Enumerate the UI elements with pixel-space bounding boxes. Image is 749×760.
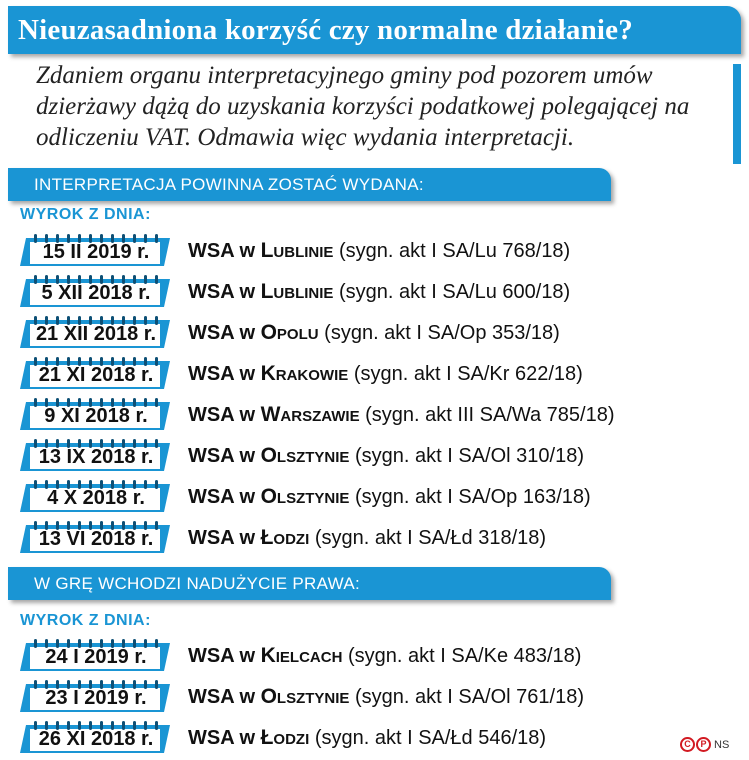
court-city: Łodzi	[260, 526, 310, 549]
court-city: Warszawie	[260, 403, 360, 426]
case-signature: (sygn. akt I SA/Op 163/18)	[349, 486, 591, 508]
court-prefix: WSA w	[188, 686, 261, 708]
judgment-date: 5 XII 2018 r.	[41, 282, 151, 304]
case-signature: (sygn. akt I SA/Lu 768/18)	[333, 240, 571, 262]
judgment-date: 9 XI 2018 r.	[44, 405, 148, 427]
judgment-date: 4 X 2018 r.	[47, 487, 145, 509]
court-prefix: WSA w	[188, 240, 261, 262]
lead-paragraph: Zdaniem organu interpretacyjnego gminy pod pozorem umów dzierżawy dążą do uzyskania korzyści podatkowej polegającej na odliczeniu VAT. Odmawia więc wydania interpretacji.	[36, 62, 690, 151]
court-prefix: WSA w	[188, 281, 261, 303]
court-reference	[188, 641, 581, 671]
calendar-date-tag	[20, 316, 170, 348]
case-signature: (sygn. akt I SA/Łd 318/18)	[309, 527, 547, 549]
case-signature: (sygn. akt I SA/Lu 600/18)	[333, 281, 571, 303]
case-signature: (sygn. akt I SA/Kr 622/18)	[348, 363, 583, 385]
court-prefix: WSA w	[188, 527, 261, 549]
case-signature: (sygn. akt I SA/Op 353/18)	[318, 322, 560, 344]
judgment-date: 15 II 2019 r.	[42, 241, 150, 263]
case-signature: (sygn. akt I SA/Ke 483/18)	[342, 645, 582, 667]
judgment-date: 26 XI 2018 r.	[38, 728, 154, 750]
court-reference	[188, 400, 615, 430]
calendar-date-tag	[20, 680, 170, 712]
judgment-row	[20, 314, 740, 350]
court-reference	[188, 441, 584, 471]
calendar-date-tag	[20, 398, 170, 430]
calendar-date-tag	[20, 275, 170, 307]
court-reference	[188, 523, 546, 553]
court-city: Krakowie	[260, 362, 349, 385]
judgment-row	[20, 232, 740, 268]
court-reference	[188, 723, 546, 753]
court-reference	[188, 682, 584, 712]
author-initials: NS	[714, 739, 730, 751]
court-city: Olsztynie	[260, 444, 350, 467]
court-reference	[188, 318, 560, 348]
title-banner	[8, 6, 741, 54]
judgment-date: 21 XII 2018 r.	[35, 323, 157, 345]
calendar-date-tag	[20, 357, 170, 389]
court-prefix: WSA w	[188, 727, 261, 749]
calendar-date-tag	[20, 721, 170, 753]
section-heading-1: INTERPRETACJA POWINNA ZOSTAĆ WYDANA:	[8, 168, 611, 201]
court-reference	[188, 359, 583, 389]
page-title: Nieuzasadniona korzyść czy normalne działanie?	[18, 13, 633, 46]
court-prefix: WSA w	[188, 445, 261, 467]
section-heading-2: W GRĘ WCHODZI NADUŻYCIE PRAWA:	[8, 567, 611, 600]
court-prefix: WSA w	[188, 486, 261, 508]
court-city: Olsztynie	[260, 485, 350, 508]
publisher-logo	[680, 736, 740, 754]
judgment-row	[20, 396, 740, 432]
court-reference	[188, 482, 591, 512]
court-city: Opolu	[260, 321, 319, 344]
judgment-row	[20, 355, 740, 391]
case-signature: (sygn. akt I SA/Łd 546/18)	[309, 727, 547, 749]
judgment-date: 21 XI 2018 r.	[38, 364, 154, 386]
court-city: Lublinie	[260, 280, 334, 303]
judgment-row	[20, 519, 740, 555]
section-2-sublabel: WYROK Z DNIA:	[20, 612, 151, 629]
judgment-date: 23 I 2019 r.	[45, 687, 147, 709]
court-prefix: WSA w	[188, 404, 261, 426]
court-city: Łodzi	[260, 726, 310, 749]
court-reference	[188, 277, 570, 307]
judgment-row	[20, 637, 740, 673]
judgment-date: 13 VI 2018 r.	[38, 528, 154, 550]
calendar-date-tag	[20, 521, 170, 553]
judgment-row	[20, 719, 740, 755]
court-city: Kielcach	[260, 644, 343, 667]
calendar-date-tag	[20, 234, 170, 266]
judgment-row	[20, 437, 740, 473]
court-prefix: WSA w	[188, 363, 261, 385]
case-signature: (sygn. akt I SA/Ol 310/18)	[349, 445, 584, 467]
cp-logo-icon: C	[680, 737, 695, 752]
court-city: Lublinie	[260, 239, 334, 262]
judgment-row	[20, 478, 740, 514]
judgment-row	[20, 273, 740, 309]
calendar-date-tag	[20, 639, 170, 671]
court-reference	[188, 236, 570, 266]
judgment-date: 24 I 2019 r.	[45, 646, 147, 668]
court-city: Olsztynie	[260, 685, 350, 708]
judgment-date: 13 IX 2018 r.	[38, 446, 154, 468]
cp-logo-icon-p: P	[696, 737, 711, 752]
case-signature: (sygn. akt I SA/Ol 761/18)	[349, 686, 584, 708]
court-prefix: WSA w	[188, 322, 261, 344]
judgment-row	[20, 678, 740, 714]
case-signature: (sygn. akt III SA/Wa 785/18)	[359, 404, 615, 426]
section-1-sublabel: WYROK Z DNIA:	[20, 206, 151, 223]
court-prefix: WSA w	[188, 645, 261, 667]
calendar-date-tag	[20, 480, 170, 512]
lead-accent-bar	[733, 64, 741, 164]
calendar-date-tag	[20, 439, 170, 471]
